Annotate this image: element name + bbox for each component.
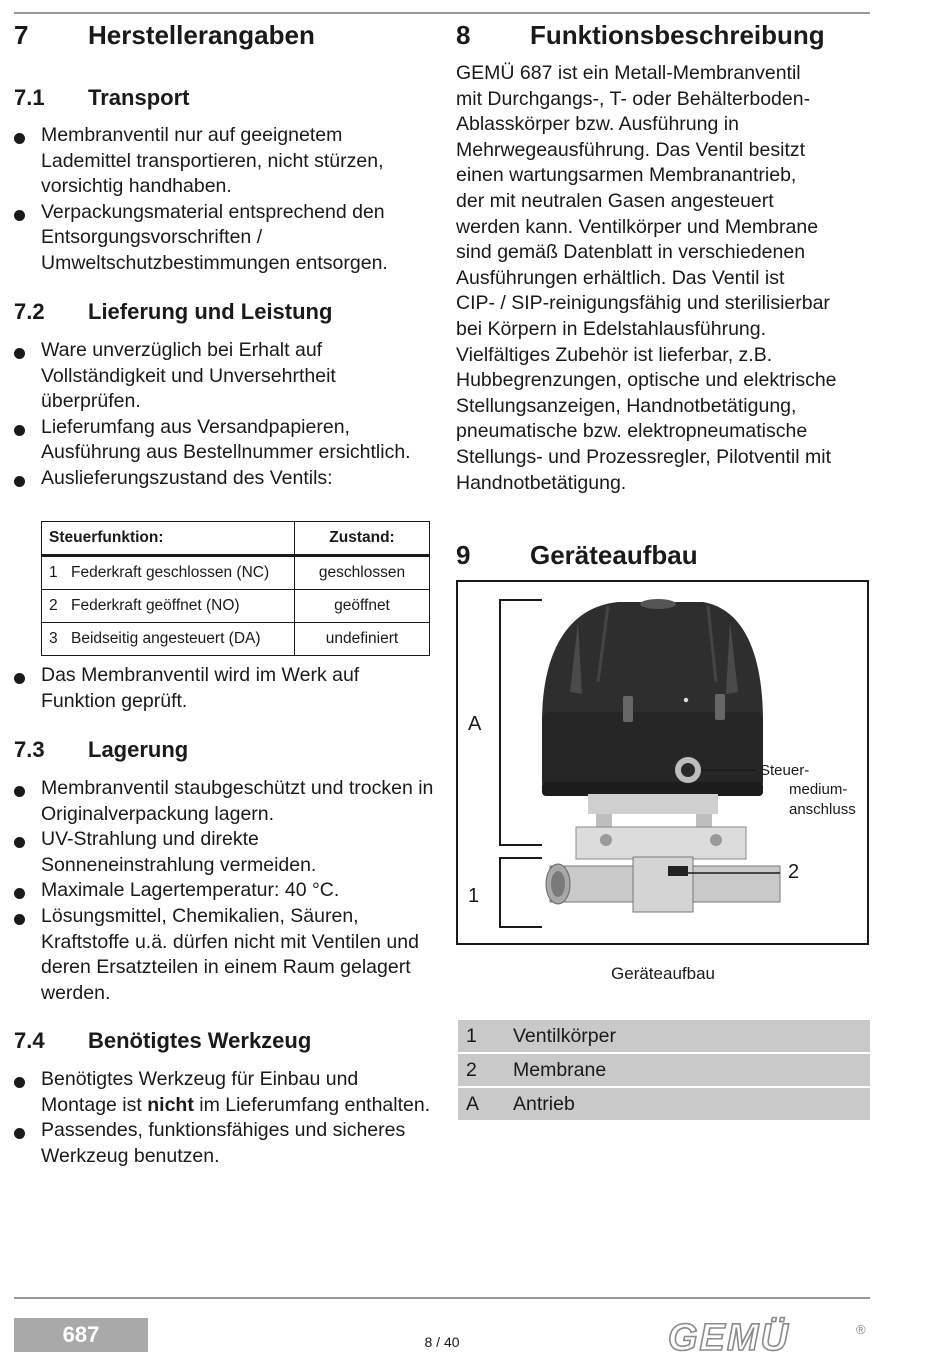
section-number: 7.3 — [14, 737, 45, 762]
bonnet — [576, 794, 746, 859]
label-control-medium-port: anschluss — [789, 801, 856, 818]
section-title: Funktionsbeschreibung — [530, 20, 825, 50]
factory-test-list — [14, 663, 434, 714]
table-cell: 3 Beidseitig angesteuert (DA) — [42, 623, 295, 656]
table-row — [42, 556, 430, 590]
section-number: 7.4 — [14, 1028, 45, 1053]
list-item: Maximale Lagertemperatur: 40 °C. — [14, 878, 434, 904]
list-item: Verpackungsmaterial entsprechend den Entsorgungsvorschriften / Umweltschutzbestimmungen entsorgen. — [14, 200, 434, 277]
list-item: Lösungsmittel, Chemikalien, Säuren, Kraftstoffe u.ä. dürfen nicht mit Ventilen und deren Ersatzteilen in einem Raum gelagert werden. — [14, 904, 434, 1006]
table-cell: undefiniert — [295, 623, 430, 656]
bullet-icon — [14, 476, 25, 487]
section-title: Transport — [88, 85, 190, 110]
actuator — [542, 599, 763, 796]
list-item: Benötigtes Werkzeug für Einbau und Montage ist nicht im Lieferumfang enthalten. — [14, 1067, 434, 1118]
table-header-row — [42, 522, 430, 556]
table-cell: 1 Federkraft geschlossen (NC) — [42, 556, 295, 590]
column-header: Zustand: — [295, 522, 430, 556]
label-a: A — [468, 713, 482, 735]
bullet-icon — [14, 425, 25, 436]
list-item: Passendes, funktionsfähiges und sicheres Werkzeug benutzen. — [14, 1118, 434, 1169]
storage-list — [14, 776, 434, 1006]
bullet-icon — [14, 786, 25, 797]
bullet-icon — [14, 673, 25, 684]
bullet-icon — [14, 348, 25, 359]
bracket-a — [500, 600, 542, 845]
brand-wordmark: GEMÜ — [668, 1317, 790, 1356]
page-number: 8 / 40 — [424, 1334, 460, 1350]
bottom-rule — [14, 1297, 870, 1299]
registered-mark: ® — [856, 1322, 866, 1337]
gemu-logo — [668, 1316, 873, 1356]
section-title: Geräteaufbau — [530, 540, 698, 570]
bullet-icon — [14, 1077, 25, 1088]
label-control-medium-port: Steuer- — [760, 762, 810, 779]
valve-body — [546, 857, 780, 912]
legend-row: A Antrieb — [458, 1088, 870, 1120]
device-structure-figure — [456, 580, 869, 945]
label-1: 1 — [468, 885, 480, 907]
section-title: Herstellerangaben — [88, 20, 315, 50]
list-item: Membranventil nur auf geeignetem Lademittel transportieren, nicht stürzen, vorsichtig handhaben. — [14, 123, 434, 200]
delivery-state-table — [41, 521, 430, 656]
bullet-icon — [14, 888, 25, 899]
bullet-icon — [14, 837, 25, 848]
table-cell: geöffnet — [295, 590, 430, 623]
top-rule — [14, 12, 870, 14]
figure-caption: Geräteaufbau — [611, 964, 715, 983]
label-control-medium-port: medium- — [789, 781, 848, 798]
table-cell: 2 Federkraft geöffnet (NO) — [42, 590, 295, 623]
legend-row: 2 Membrane — [458, 1054, 870, 1086]
list-item: Ware unverzüglich bei Erhalt auf Vollständigkeit und Unversehrtheit überprüfen. — [14, 338, 434, 415]
label-2: 2 — [788, 861, 800, 883]
section-title: Lagerung — [88, 737, 189, 762]
bullet-icon — [14, 210, 25, 221]
list-item: Membranventil staubgeschützt und trocken in Originalverpackung lagern. — [14, 776, 434, 827]
section-number: 7 — [14, 20, 29, 50]
section-title: Lieferung und Leistung — [88, 299, 333, 324]
function-description: GEMÜ 687 ist ein Metall-Membranventil mit Durchgangs-, T- oder Behälterboden- Ablasskörper bzw. Ausführung in Mehrwegeausführung. Das Ventil besitzt einen wartungsarmen Membranantrieb, der mit neutralen Gasen angesteuert werden kann. Ventilkörper und Membrane sind gemäß Datenblatt in verschiedenen Ausführungen erhältlich. Das Ventil ist CIP- / SIP-reinigungsfähig und sterilisierbar bei Körpern in Edelstahlausführung. Vielfältiges Zubehör ist lieferbar, z.B. Hubbegrenzungen, optische und elektrische Stellungsanzeigen, Handnotbetätigung, pneumatische bzw. elektropneumatische Stellungs- und Prozessregler, Pilotventil mit Handnotbetätigung. — [456, 62, 837, 494]
legend-row: 1 Ventilkörper — [458, 1020, 870, 1052]
column-header: Steuerfunktion: — [42, 522, 295, 556]
figure-legend — [458, 1020, 870, 1122]
list-item: UV-Strahlung und direkte Sonneneinstrahlung vermeiden. — [14, 827, 434, 878]
table-row — [42, 590, 430, 623]
tools-list — [14, 1067, 434, 1169]
bullet-icon — [14, 133, 25, 144]
delivery-list — [14, 338, 434, 492]
product-number-badge: 687 — [14, 1318, 148, 1352]
bullet-icon — [14, 1128, 25, 1139]
bullet-icon — [14, 914, 25, 925]
section-title: Benötigtes Werkzeug — [88, 1028, 312, 1053]
table-row — [42, 623, 430, 656]
list-item: Lieferumfang aus Versandpapieren, Ausführung aus Bestellnummer ersichtlich. — [14, 415, 434, 466]
bracket-1 — [500, 858, 542, 927]
section-number: 9 — [456, 540, 471, 570]
valve-illustration — [458, 582, 867, 943]
section-number: 7.2 — [14, 299, 45, 324]
section-number: 7.1 — [14, 85, 45, 110]
list-item: Auslieferungszustand des Ventils: — [14, 466, 434, 492]
section-number: 8 — [456, 20, 471, 50]
list-item: Das Membranventil wird im Werk auf Funktion geprüft. — [14, 663, 434, 714]
table-cell: geschlossen — [295, 556, 430, 590]
transport-list — [14, 123, 434, 277]
